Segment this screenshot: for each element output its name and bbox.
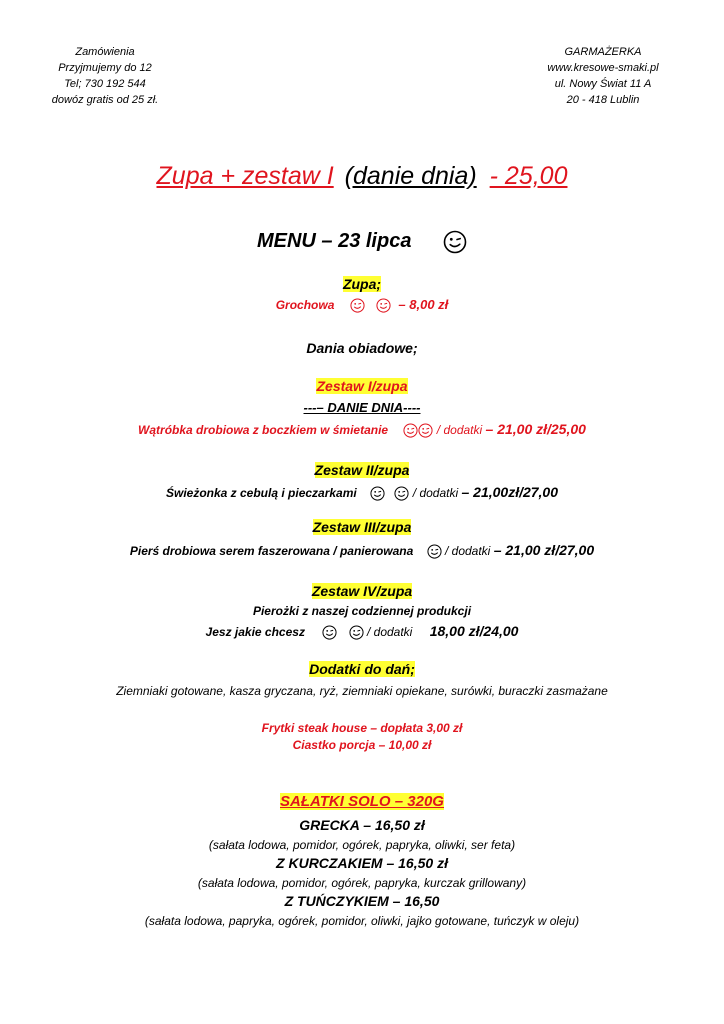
smiley-wink-icon: [443, 230, 467, 254]
header-left-line: Zamówienia: [75, 46, 135, 58]
set1-extras: dodatki: [443, 423, 483, 437]
set1-heading-row: [0, 377, 724, 395]
set3-price: – 21,00 zł/27,00: [493, 542, 595, 558]
menu-title: [0, 226, 724, 256]
set1-sep: /: [436, 423, 444, 437]
sides-fries: Frytki steak house – dopłata 3,00 zł: [261, 721, 463, 735]
smiley-wink-icon: [394, 486, 409, 501]
set4-price: 18,00 zł/24,00: [429, 623, 519, 639]
soup-heading-row: [0, 275, 724, 293]
set1-heading: Zestaw I/zupa: [316, 378, 408, 394]
salad-desc: (sałata lodowa, pomidor, ogórek, papryka, kurczak grillowany): [197, 876, 527, 890]
sides-cake: Ciastko porcja – 10,00 zł: [292, 738, 432, 752]
set4-heading: Zestaw IV/zupa: [311, 583, 413, 599]
sides-list: Ziemniaki gotowane, kasza gryczana, ryż, ziemniaki opiekane, surówki, buraczki zasmażane: [116, 684, 608, 698]
salad-desc: (sałata lodowa, papryka, ogórek, pomidor, oliwki, jajko gotowane, tuńczyk w oleju): [144, 914, 580, 928]
header-right-line: ul. Nowy Świat 11 A: [554, 78, 652, 90]
salads-heading-row: [0, 792, 724, 812]
soup-line: [0, 296, 724, 314]
salad-name: Z KURCZAKIEM – 16,50 zł: [276, 855, 448, 871]
lunch-heading: Dania obiadowe;: [306, 340, 418, 356]
header-right: [528, 44, 678, 108]
header-right-line: www.kresowe-smaki.pl: [547, 62, 659, 74]
smiley-wink-icon: [349, 625, 364, 640]
smiley-wink-icon: [418, 423, 433, 438]
set4-line: [0, 621, 724, 642]
soup-heading: Zupa;: [342, 276, 382, 292]
smiley-wink-icon: [370, 486, 385, 501]
set4-extras: dodatki: [373, 625, 413, 639]
promo-line: [0, 158, 724, 194]
promo-part3: - 25,00: [489, 162, 568, 190]
set3-heading-row: [0, 518, 724, 536]
set3-name: Pierś drobiowa serem faszerowana / panierowana: [129, 544, 414, 558]
salads-heading: SAŁATKI SOLO – 320G: [280, 793, 444, 810]
salad-desc: (sałata lodowa, pomidor, ogórek, papryka, oliwki, ser feta): [208, 838, 516, 852]
set3-line: [0, 540, 724, 561]
set2-heading-row: [0, 461, 724, 479]
set1-price: – 21,00 zł/25,00: [485, 421, 586, 437]
set1-subheading: ---– DANIE DNIA----: [303, 400, 421, 415]
header-left-line: Tel; 730 192 544: [64, 78, 146, 90]
menu-title-text: MENU – 23 lipca: [256, 230, 412, 252]
salad-name: GRECKA – 16,50 zł: [299, 817, 425, 833]
sides-heading-row: [0, 660, 724, 678]
soup-price: – 8,00 zł: [398, 297, 449, 312]
set2-line: [0, 482, 724, 503]
set4-heading-row: [0, 582, 724, 600]
set3-sep: /: [444, 544, 452, 558]
set1-name: Wątróbka drobiowa z boczkiem w śmietanie: [138, 423, 389, 437]
smiley-wink-icon: [322, 625, 337, 640]
set2-price: – 21,00zł/27,00: [461, 484, 559, 500]
promo-part1: Zupa + zestaw I: [156, 162, 334, 190]
smiley-wink-icon: [403, 423, 418, 438]
smiley-wink-icon: [376, 298, 391, 313]
set3-extras: dodatki: [451, 544, 491, 558]
set2-heading: Zestaw II/zupa: [314, 462, 410, 478]
set4-sep: /: [366, 625, 374, 639]
set4-name: Jesz jakie chcesz: [205, 625, 305, 639]
set4-line1: Pierożki z naszej codziennej produkcji: [252, 604, 472, 618]
smiley-wink-icon: [427, 544, 442, 559]
set2-name: Świeżonka z cebulą i pieczarkami: [165, 486, 357, 500]
set1-line: [0, 419, 724, 440]
sides-heading: Dodatki do dań;: [309, 661, 415, 677]
header-right-line: GARMAŻERKA: [564, 46, 642, 58]
promo-part2: (danie dnia): [344, 162, 477, 190]
header-left-line: Przyjmujemy do 12: [58, 62, 152, 74]
header-right-line: 20 - 418 Lublin: [566, 94, 640, 106]
salad-name: Z TUŃCZYKIEM – 16,50: [284, 893, 440, 909]
smiley-wink-icon: [350, 298, 365, 313]
header-left: [40, 44, 170, 108]
set2-extras: dodatki: [419, 486, 459, 500]
header-left-line: dowóz gratis od 25 zł.: [51, 94, 159, 106]
set2-sep: /: [412, 486, 420, 500]
set3-heading: Zestaw III/zupa: [312, 519, 412, 535]
soup-name: Grochowa: [275, 298, 335, 312]
